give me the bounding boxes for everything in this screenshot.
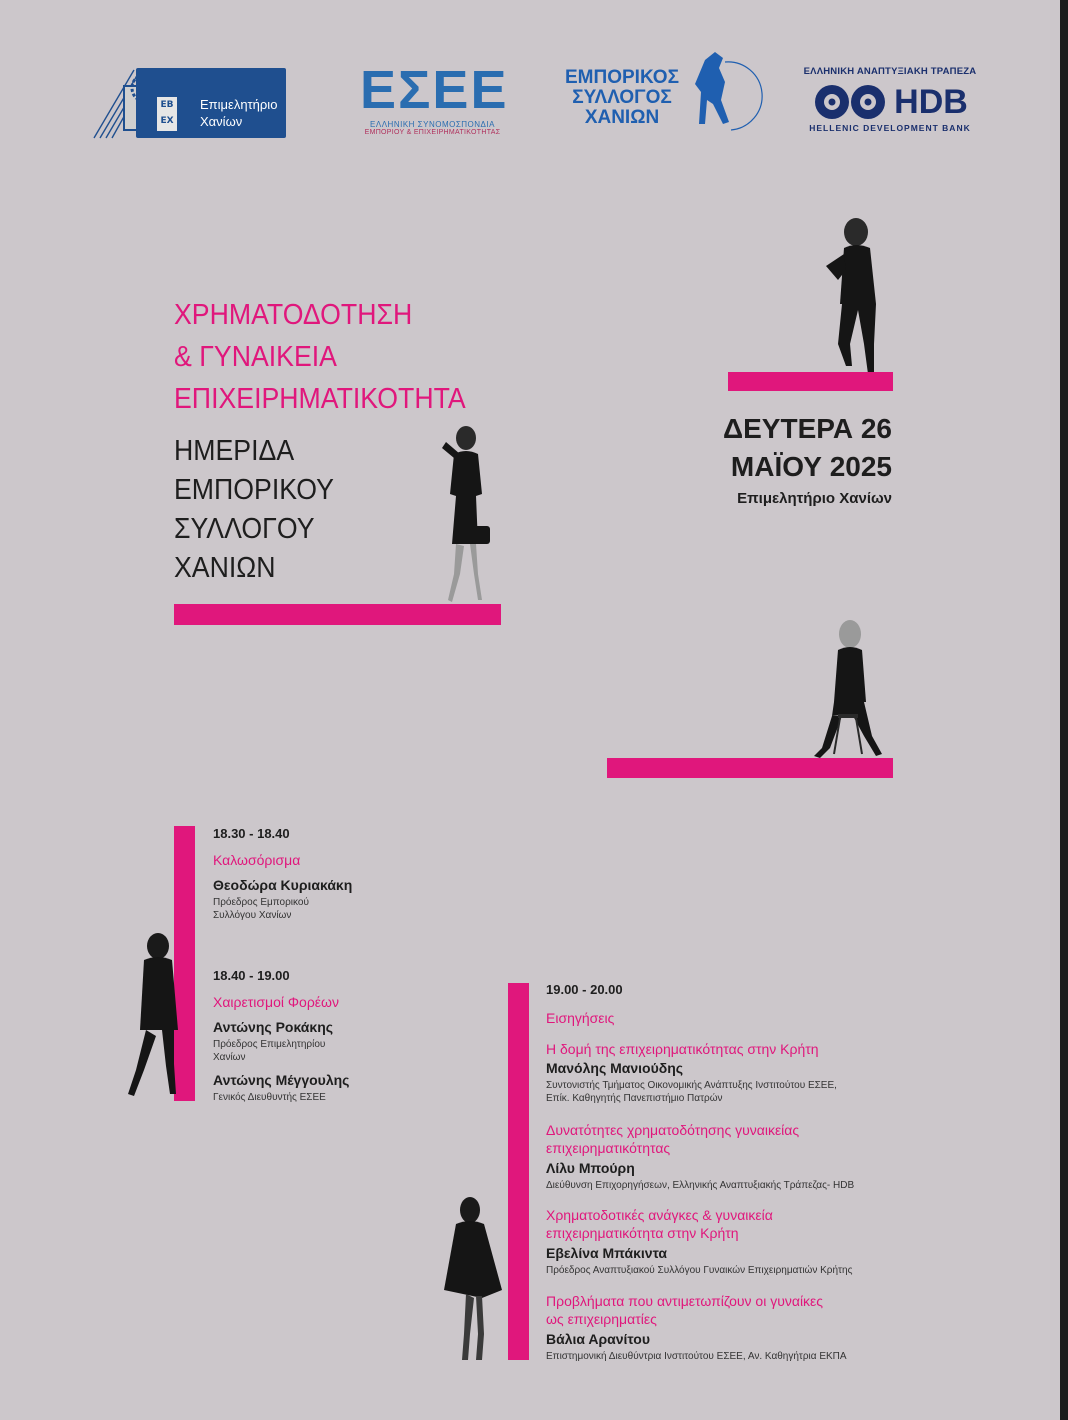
event-date (706, 410, 892, 510)
emporikos-name (552, 68, 692, 128)
speaker-name: Βάλια Αρανίτου (546, 1331, 650, 1347)
speaker-role (546, 1079, 837, 1105)
hermes-figure-icon (687, 50, 747, 142)
speaker-name: Θεοδώρα Κυριακάκη (213, 877, 353, 893)
event-title-line: ΗΜΕΡΙΔΑ (174, 435, 295, 467)
speaker-role-line: Συλλόγου Χανίων (213, 910, 292, 921)
figure-platform-bar (728, 372, 893, 391)
ebex-name-line1: Επιμελητήριο (200, 97, 278, 112)
esee-subtitle-2: ΕΜΠΟΡΙΟΥ & ΕΠΙΧΕΙΡΗΜΑΤΙΚΟΤΗΤΑΣ (364, 129, 501, 136)
event-title-line: ΧΑΝΙΩΝ (174, 552, 276, 584)
speaker-role (213, 1038, 325, 1064)
speaker-role-line: Επίκ. Καθηγητής Πανεπιστήμιο Πατρών (546, 1093, 723, 1104)
figure-platform-bar (607, 758, 893, 778)
agenda-heading: Χαιρετισμοί Φορέων (213, 994, 339, 1010)
speaker-role (546, 1264, 852, 1277)
woman-silhouette-icon (442, 1194, 512, 1364)
ebex-badge-bottom: ΕΧ (160, 116, 174, 126)
woman-silhouette-icon (812, 616, 892, 761)
hdb-wordmark: HDB (894, 83, 968, 121)
emporikos-line2: ΣΥΛΛΟΓΟΣ (572, 87, 672, 108)
ebex-name (200, 96, 277, 130)
agenda-heading: Καλωσόρισμα (213, 852, 301, 868)
speaker-role-line: Συντονιστής Τμήματος Οικονομικής Ανάπτυξης Ινστιτούτου ΕΣΕΕ, (546, 1080, 837, 1091)
title-underline-bar (174, 604, 501, 625)
speaker-role-line: Επιστημονική Διευθύντρια Ινστιτούτου ΕΣΕΕ, Αν. Καθηγήτρια ΕΚΠΑ (546, 1351, 847, 1362)
ebex-name-line2: Χανίων (200, 114, 243, 129)
ebex-logo (94, 66, 288, 140)
event-title-line: ΣΥΛΛΟΓΟΥ (174, 513, 315, 545)
talk-topic (546, 1206, 773, 1242)
speaker-name: Λίλυ Μπούρη (546, 1160, 635, 1176)
hdb-bottom-text: HELLENIC DEVELOPMENT BANK (809, 123, 971, 133)
ebex-badge-top: ΕΒ (160, 100, 174, 110)
esee-logo-icon: ΕΣΕΕ (360, 60, 509, 120)
main-title-line: & ΓΥΝΑΙΚΕΙΑ (174, 341, 337, 373)
speaker-role-line: Πρόεδρος Αναπτυξιακού Συλλόγου Γυναικών Επιχειρηματιών Κρήτης (546, 1265, 853, 1276)
event-venue: Επιμελητήριο Χανίων (737, 490, 892, 507)
speaker-role-line: Πρόεδρος Επιμελητηρίου (213, 1039, 326, 1050)
woman-silhouette-icon (122, 930, 192, 1100)
esee-logo (360, 60, 509, 150)
talk-topic (546, 1040, 819, 1058)
esee-subtitle: ΕΛΛΗΝΙΚΗ ΣΥΝΟΜΟΣΠΟΝΔΙΑ (370, 120, 495, 129)
speaker-role (546, 1350, 847, 1363)
speaker-role (546, 1179, 854, 1192)
emporikos-line1: ΕΜΠΟΡΙΚΟΣ (565, 67, 679, 88)
agenda-heading: Εισηγήσεις (546, 1010, 615, 1026)
talk-topic-line: Η δομή της επιχειρηματικότητας στην Κρήτη (546, 1041, 819, 1057)
speaker-role-line: Χανίων (213, 1052, 246, 1063)
woman-silhouette-icon (816, 214, 896, 384)
talk-topic-line: Χρηματοδοτικές ανάγκες & γυναικεία (546, 1207, 773, 1223)
event-title (174, 432, 413, 588)
talk-topic-line: Προβλήματα που αντιμετωπίζουν οι γυναίκες (546, 1293, 824, 1309)
date-month-year: ΜΑΪΟΥ 2025 (730, 451, 892, 482)
speaker-role-line: Γενικός Διευθυντής ΕΣΕΕ (213, 1092, 326, 1103)
agenda-time: 19.00 - 20.00 (546, 982, 623, 997)
event-title-line: ΕΜΠΟΡΙΚΟΥ (174, 474, 334, 506)
main-title-line: ΧΡΗΜΑΤΟΔΟΤΗΣΗ (174, 299, 413, 331)
talk-topic (546, 1121, 799, 1157)
main-title-line: ΕΠΙΧΕΙΡΗΜΑΤΙΚΟΤΗΤΑ (174, 383, 466, 415)
talk-topic-line: Δυνατότητες χρηματοδότησης γυναικείας (546, 1122, 800, 1138)
speaker-role-line: Πρόεδρος Εμπορικού (213, 897, 309, 908)
talk-topic-line: επιχειρηματικότητας (546, 1140, 671, 1156)
speaker-role (213, 896, 309, 922)
hdb-infinity-icon (812, 82, 888, 122)
talk-topic (546, 1292, 823, 1328)
hdb-logo (800, 66, 980, 146)
ebex-badge (156, 96, 178, 132)
emporikos-logo (552, 50, 752, 142)
agenda-time: 18.40 - 19.00 (213, 968, 290, 983)
talk-topic-line: ως επιχειρηματίες (546, 1311, 657, 1327)
date-day: ΔΕΥΤΕΡΑ 26 (723, 413, 892, 444)
speaker-role (213, 1091, 326, 1104)
speaker-name: Αντώνης Ροκάκης (213, 1019, 334, 1035)
speaker-role-line: Διεύθυνση Επιχορηγήσεων, Ελληνικής Αναπτυξιακής Τράπεζας- HDB (546, 1180, 855, 1191)
agenda-time: 18.30 - 18.40 (213, 826, 290, 841)
hdb-top-text: ΕΛΛΗΝΙΚΗ ΑΝΑΠΤΥΞΙΑΚΗ ΤΡΑΠΕΖΑ (803, 66, 977, 77)
speaker-name: Εβελίνα Μπάκιντα (546, 1245, 668, 1261)
talk-topic-line: επιχειρηματικότητα στην Κρήτη (546, 1225, 739, 1241)
main-title (174, 294, 505, 420)
woman-silhouette-icon (432, 424, 502, 604)
emporikos-line3: ΧΑΝΙΩΝ (584, 107, 660, 128)
speaker-name: Αντώνης Μέγγουλης (213, 1072, 350, 1088)
speaker-name: Μανόλης Μανιούδης (546, 1060, 684, 1076)
